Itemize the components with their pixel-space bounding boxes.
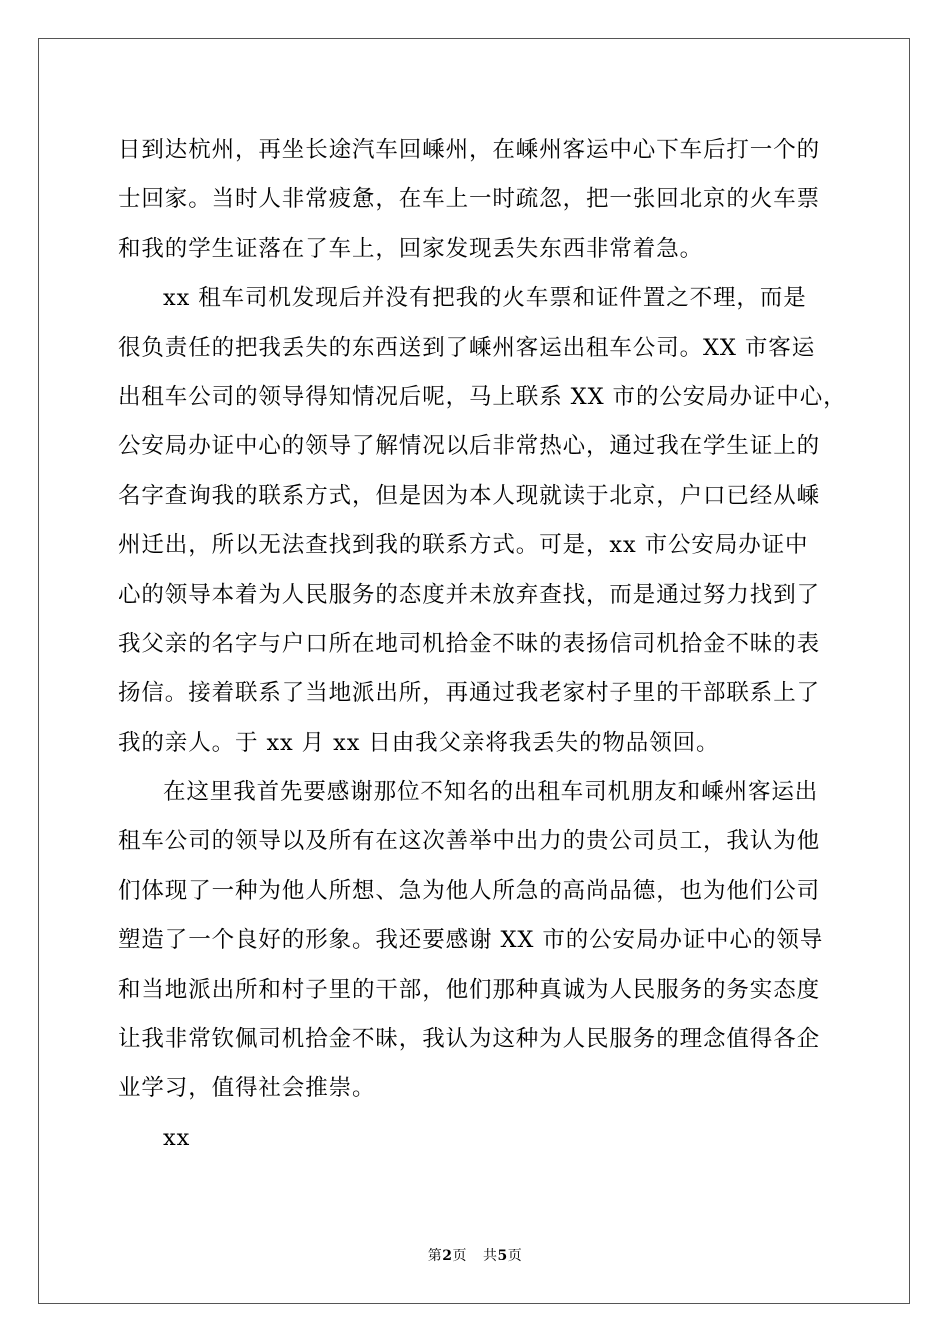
text-line: 塑造了一个良好的形象。我还要感谢 XX 市的公安局办证中心的领导 <box>118 927 824 954</box>
text-line: 很负责任的把我丢失的东西送到了嵊州客运出租车公司。XX 市客运 <box>118 334 816 361</box>
signature-line: xx <box>163 1124 191 1151</box>
text-line: 我父亲的名字与户口所在地司机拾金不昧的表扬信司机拾金不昧的表 <box>118 630 821 657</box>
page-suffix: 页 <box>452 1248 467 1264</box>
text-line: 和当地派出所和村子里的干部，他们那种真诚为人民服务的务实态度 <box>118 976 821 1003</box>
text-line: 日到达杭州，再坐长途汽车回嵊州，在嵊州客运中心下车后打一个的 <box>118 137 821 163</box>
text-line: xx 租车司机发现后并没有把我的火车票和证件置之不理，而是 <box>163 285 807 312</box>
page-prefix: 第 <box>427 1248 443 1264</box>
page-number: 2 <box>442 1248 453 1264</box>
text-line: 出租车公司的领导得知情况后呢，马上联系 XX 市的公安局办证中心， <box>118 383 847 410</box>
total-pages: 5 <box>497 1248 508 1264</box>
total-suffix: 页 <box>507 1248 523 1264</box>
text-line: 名字查询我的联系方式，但是因为本人现就读于北京，户口已经从嵊 <box>118 482 821 509</box>
document-body <box>118 130 847 1167</box>
text-line: 们体现了一种为他人所想、急为他人所急的高尚品德，也为他们公司 <box>118 877 821 904</box>
text-line: 州迁出，所以无法查找到我的联系方式。可是，xx 市公安局办证中 <box>118 532 809 559</box>
text-line: 业学习，值得社会推崇。 <box>118 1075 376 1102</box>
text-line: 让我非常钦佩司机拾金不昧，我认为这种为人民服务的理念值得各企 <box>118 1026 821 1053</box>
text-line: 心的领导本着为人民服务的态度并未放弃查找，而是通过努力找到了 <box>118 581 821 608</box>
text-line: 和我的学生证落在了车上，回家发现丢失东西非常着急。 <box>118 235 704 262</box>
text-line: 我的亲人。于 xx 月 xx 日由我父亲将我丢失的物品领回。 <box>118 729 720 756</box>
total-prefix: 共 <box>483 1248 498 1264</box>
text-line: 租车公司的领导以及所有在这次善举中出力的贵公司员工，我认为他 <box>118 828 821 855</box>
text-line: 公安局办证中心的领导了解情况以后非常热心，通过我在学生证上的 <box>118 433 821 460</box>
text-line: 在这里我首先要感谢那位不知名的出租车司机朋友和嵊州客运出 <box>163 779 819 806</box>
text-line: 士回家。当时人非常疲惫，在车上一时疏忽，把一张回北京的火车票 <box>118 186 821 213</box>
page-footer <box>0 1245 950 1265</box>
text-line: 扬信。接着联系了当地派出所，再通过我老家村子里的干部联系上了 <box>118 680 821 707</box>
